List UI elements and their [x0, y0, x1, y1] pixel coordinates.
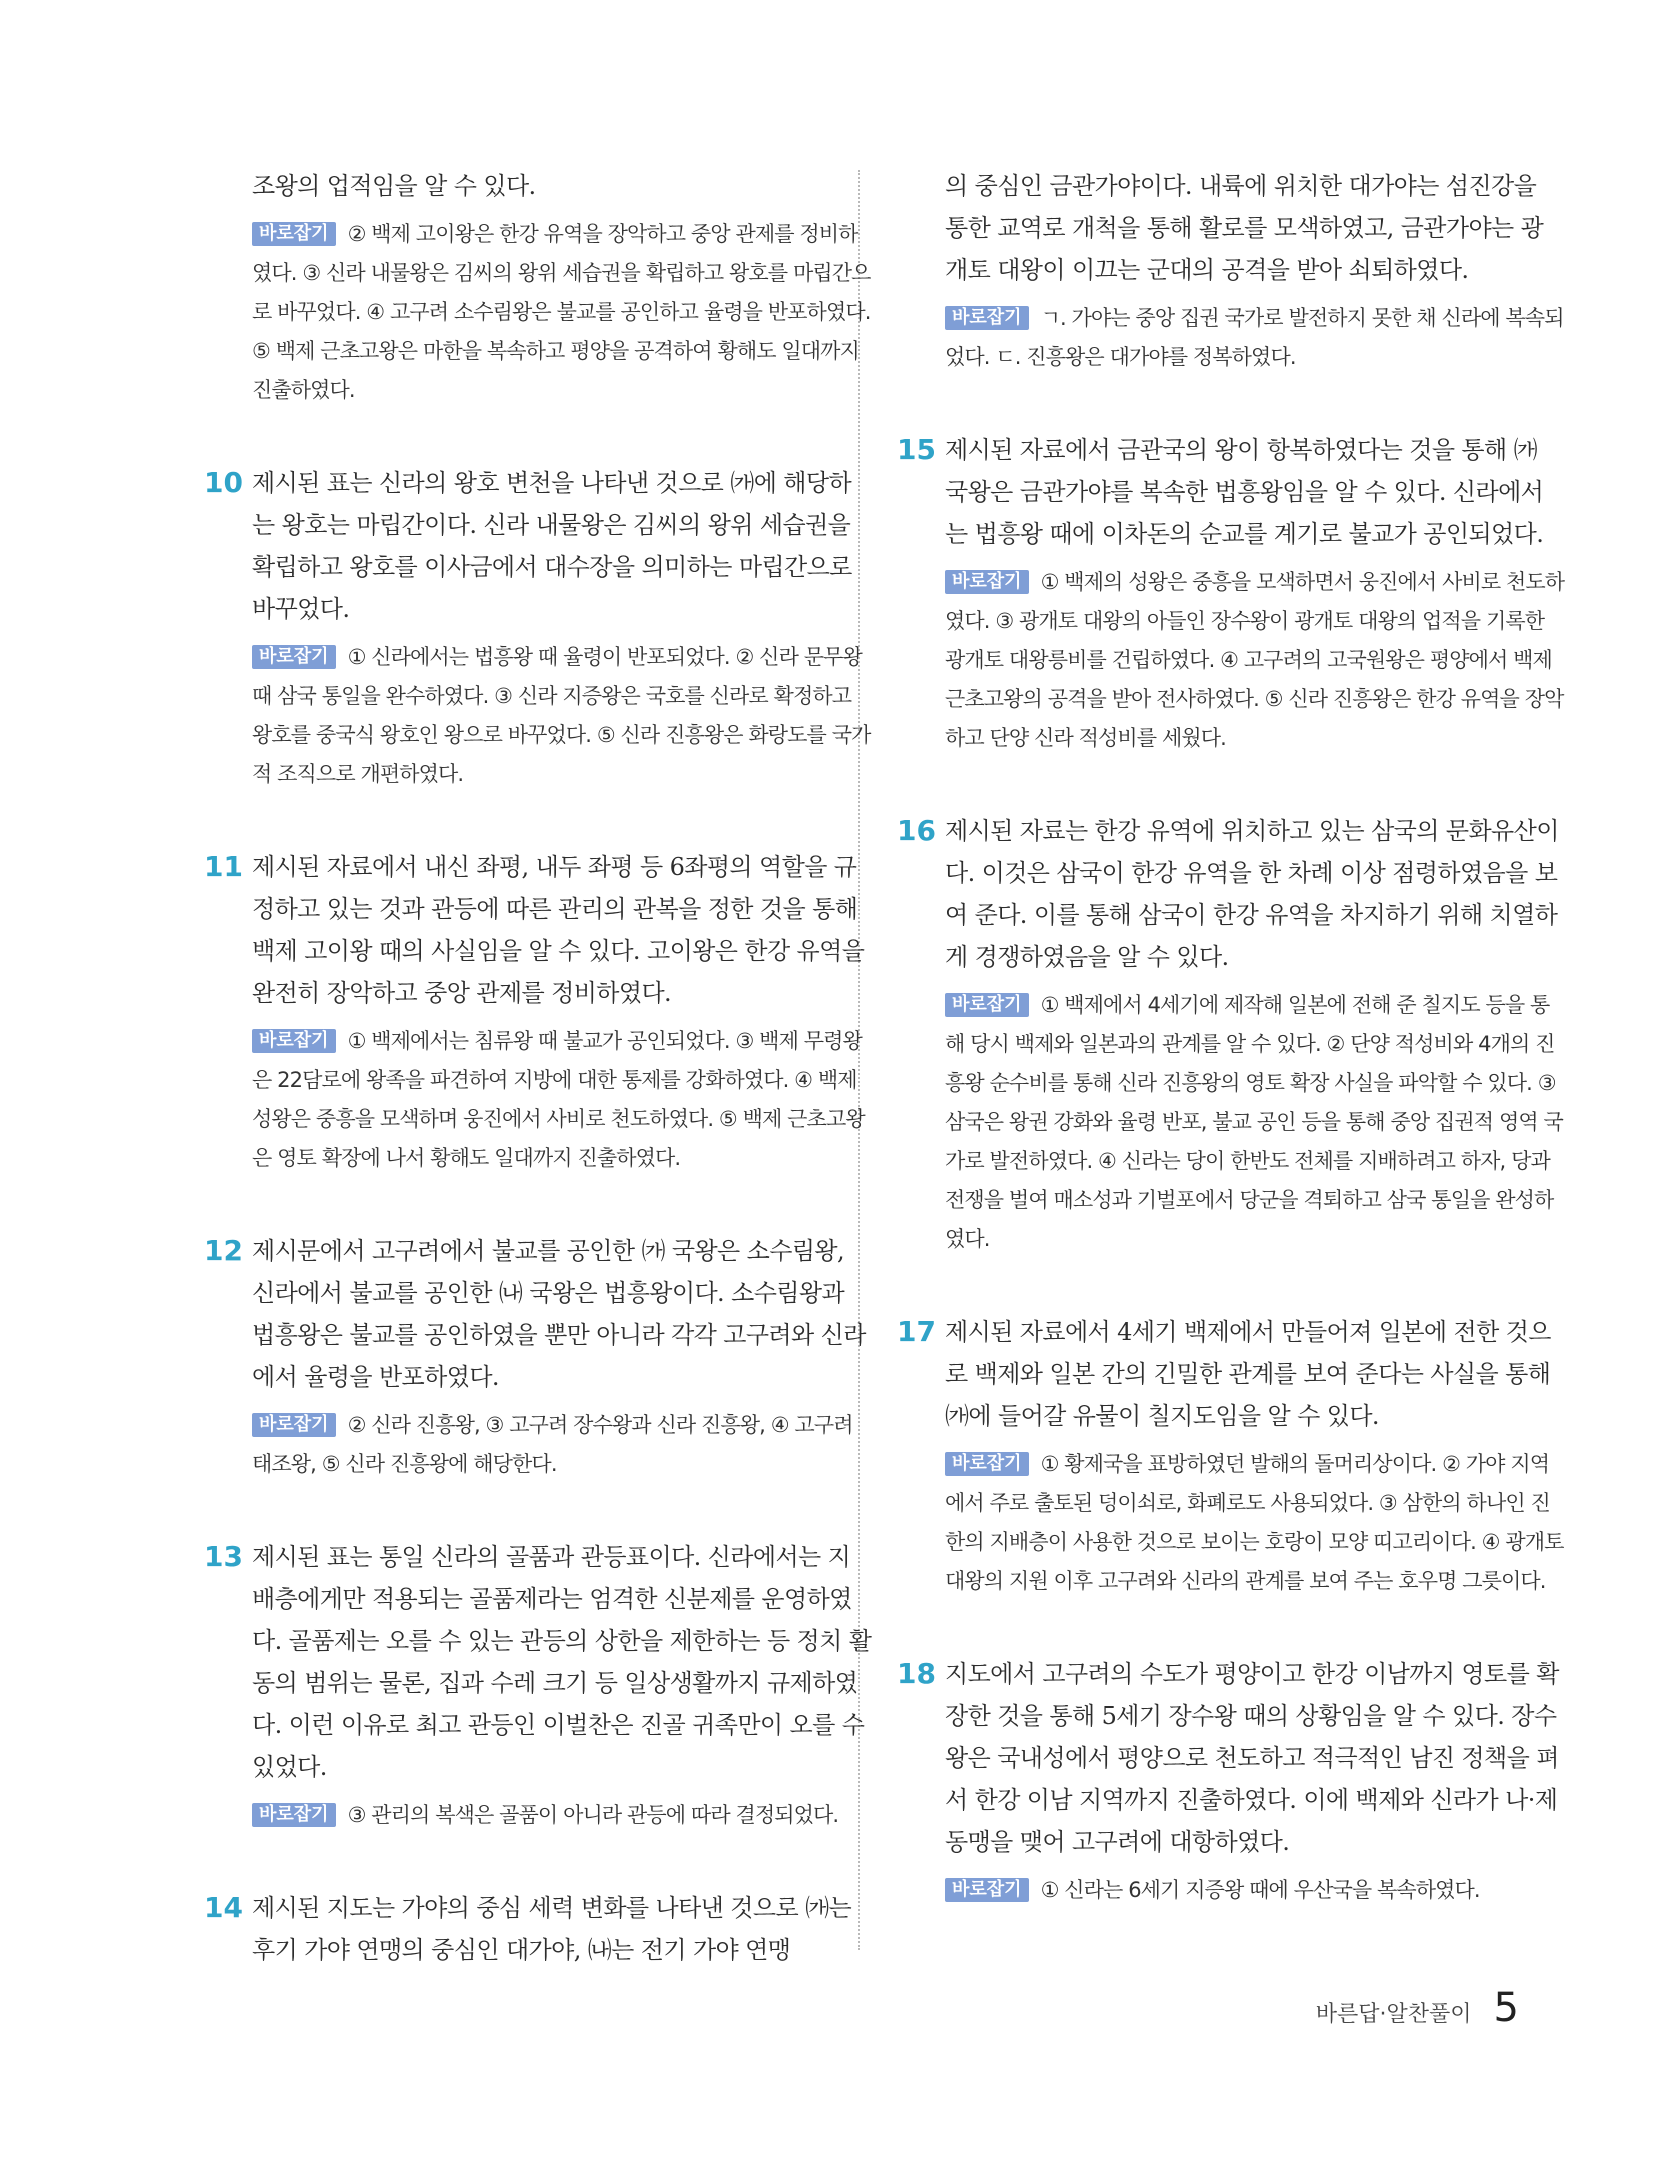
correction-text: ① 백제의 성왕은 중흥을 모색하면서 웅진에서 사비로 천도하였다. ③ 광개토 대왕의 아들인 장수왕이 광개토 대왕의 업적을 기록한 광개토 대왕릉비를 건립하였다. ④ 고구려의 고국원왕은 평양에서 백제 근초고왕의 공격을 받아 전사하였다. ⑤ 신라 진흥왕은 한강 유역을 장악하고 단양 신라 적성비를 세웠다. [945, 570, 1565, 750]
correction-tag: 바로잡기 [252, 645, 336, 669]
correction-tag: 바로잡기 [945, 993, 1029, 1017]
answer-text: 제시된 자료에서 4세기 백제에서 만들어져 일본에 전한 것으로 백제와 일본 간의 긴밀한 관계를 보여 준다는 사실을 통해 ㈎에 들어갈 유물이 칠지도임을 알 수 있다. [945, 1318, 1551, 1430]
question-number: 12 [204, 1234, 243, 1267]
question-number: 16 [897, 814, 936, 847]
correction-text: ① 신라는 6세기 지증왕 때에 우산국을 복속하였다. [1040, 1878, 1480, 1902]
question-number: 14 [204, 1891, 243, 1924]
left-column [204, 165, 872, 1971]
correction-text: ㄱ. 가야는 중앙 집권 국가로 발전하지 못한 채 신라에 복속되었다. ㄷ. 진흥왕은 대가야를 정복하였다. [945, 306, 1564, 369]
continued-answer-9 [252, 165, 872, 410]
answer-11 [204, 846, 872, 1178]
correction-block [252, 1796, 872, 1835]
correction-block [945, 986, 1565, 1259]
continued-answer-14 [945, 165, 1565, 377]
correction-text: ③ 관리의 복색은 골품이 아니라 관등에 따라 결정되었다. [347, 1803, 839, 1827]
answer-10 [204, 462, 872, 794]
answer-text: 제시된 자료에서 내신 좌평, 내두 좌평 등 6좌평의 역할을 규정하고 있는 것과 관등에 따른 관리의 관복을 정한 것을 통해 백제 고이왕 때의 사실임을 알 수 있다. 고이왕은 한강 유역을 완전히 장악하고 중앙 관제를 정비하였다. [252, 853, 865, 1007]
correction-block [945, 299, 1565, 377]
correction-text: ① 백제에서는 침류왕 때 불교가 공인되었다. ③ 백제 무령왕은 22담로에 왕족을 파견하여 지방에 대한 통제를 강화하였다. ④ 백제 성왕은 중흥을 모색하며 웅진에서 사비로 천도하였다. ⑤ 백제 근초고왕은 영토 확장에 나서 황해도 일대까지 진출하였다. [252, 1029, 865, 1170]
question-number: 10 [204, 466, 243, 499]
correction-tag: 바로잡기 [252, 222, 336, 246]
answer-text: 의 중심인 금관가야이다. 내륙에 위치한 대가야는 섬진강을 통한 교역로 개척을 통해 활로를 모색하였고, 금관가야는 광개토 대왕이 이끄는 군대의 공격을 받아 쇠퇴하였다. [945, 172, 1544, 284]
answer-text: 제시된 표는 통일 신라의 골품과 관등표이다. 신라에서는 지배층에게만 적용되는 골품제라는 엄격한 신분제를 운영하였다. 골품제는 오를 수 있는 관등의 상한을 제한하는 등 정치 활동의 범위는 물론, 집과 수레 크기 등 일상생활까지 규제하였다. 이런 이유로 최고 관등인 이벌찬은 진골 귀족만이 오를 수 있었다. [252, 1543, 872, 1781]
answer-text: 제시된 자료에서 금관국의 왕이 항복하였다는 것을 통해 ㈎ 국왕은 금관가야를 복속한 법흥왕임을 알 수 있다. 신라에서는 법흥왕 때에 이차돈의 순교를 계기로 불교가 공인되었다. [945, 436, 1544, 548]
answer-text: 지도에서 고구려의 수도가 평양이고 한강 이남까지 영토를 확장한 것을 통해 5세기 장수왕 때의 상황임을 알 수 있다. 장수왕은 국내성에서 평양으로 천도하고 적극적인 남진 정책을 펴서 한강 이남 지역까지 진출하였다. 이에 백제와 신라가 나·제 동맹을 맺어 고구려에 대항하였다. [945, 1660, 1559, 1856]
correction-text: ② 신라 진흥왕, ③ 고구려 장수왕과 신라 진흥왕, ④ 고구려 태조왕, ⑤ 신라 진흥왕에 해당한다. [252, 1413, 853, 1476]
footer-label: 바른답·알찬풀이 [1315, 2002, 1472, 2027]
correction-text: ① 황제국을 표방하였던 발해의 돌머리상이다. ② 가야 지역에서 주로 출토된 덩이쇠로, 화폐로도 사용되었다. ③ 삼한의 하나인 진한의 지배층이 사용한 것으로 보이는 호랑이 모양 띠고리이다. ④ 광개토 대왕의 지원 이후 고구려와 신라의 관계를 보여 주는 호우명 그릇이다. [945, 1452, 1564, 1593]
correction-tag: 바로잡기 [252, 1413, 336, 1437]
correction-block [252, 1406, 872, 1484]
correction-tag: 바로잡기 [945, 1878, 1029, 1902]
answer-17 [897, 1311, 1565, 1601]
question-number: 18 [897, 1657, 936, 1690]
correction-block [945, 1871, 1565, 1910]
correction-block [945, 563, 1565, 758]
question-number: 17 [897, 1315, 936, 1348]
correction-block [945, 1445, 1565, 1601]
answer-16 [897, 810, 1565, 1259]
answer-text: 제시된 표는 신라의 왕호 변천을 나타낸 것으로 ㈎에 해당하는 왕호는 마립간이다. 신라 내물왕은 김씨의 왕위 세습권을 확립하고 왕호를 이사금에서 대수장을 의미하는 마립간으로 바꾸었다. [252, 469, 852, 623]
question-number: 11 [204, 850, 243, 883]
answer-15 [897, 429, 1565, 758]
correction-tag: 바로잡기 [945, 1452, 1029, 1476]
right-column [897, 165, 1565, 1910]
correction-tag: 바로잡기 [252, 1029, 336, 1053]
correction-text: ② 백제 고이왕은 한강 유역을 장악하고 중앙 관제를 정비하였다. ③ 신라 내물왕은 김씨의 왕위 세습권을 확립하고 왕호를 마립간으로 바꾸었다. ④ 고구려 소수림왕은 불교를 공인하고 율령을 반포하였다. ⑤ 백제 근초고왕은 마한을 복속하고 평양을 공격하여 황해도 일대까지 진출하였다. [252, 222, 871, 402]
answer-13 [204, 1536, 872, 1835]
correction-tag: 바로잡기 [252, 1803, 336, 1827]
correction-block [252, 638, 872, 794]
answer-18 [897, 1653, 1565, 1910]
correction-tag: 바로잡기 [945, 570, 1029, 594]
page-number: 5 [1493, 1985, 1519, 2031]
correction-block [252, 1022, 872, 1178]
answer-text: 제시된 지도는 가야의 중심 세력 변화를 나타낸 것으로 ㈎는 후기 가야 연맹의 중심인 대가야, ㈏는 전기 가야 연맹 [252, 1894, 852, 1964]
correction-block [252, 215, 872, 410]
correction-text: ① 신라에서는 법흥왕 때 율령이 반포되었다. ② 신라 문무왕 때 삼국 통일을 완수하였다. ③ 신라 지증왕은 국호를 신라로 확정하고 왕호를 중국식 왕호인 왕으로 바꾸었다. ⑤ 신라 진흥왕은 화랑도를 국가적 조직으로 개편하였다. [252, 645, 871, 786]
answer-text: 조왕의 업적임을 알 수 있다. [252, 172, 536, 200]
answer-text: 제시된 자료는 한강 유역에 위치하고 있는 삼국의 문화유산이다. 이것은 삼국이 한강 유역을 한 차례 이상 점령하였음을 보여 준다. 이를 통해 삼국이 한강 유역을 차지하기 위해 치열하게 경쟁하였음을 알 수 있다. [945, 817, 1559, 971]
correction-text: ① 백제에서 4세기에 제작해 일본에 전해 준 칠지도 등을 통해 당시 백제와 일본과의 관계를 알 수 있다. ② 단양 적성비와 4개의 진흥왕 순수비를 통해 신라 진흥왕의 영토 확장 사실을 파악할 수 있다. ③ 삼국은 왕권 강화와 율령 반포, 불교 공인 등을 통해 중앙 집권적 영역 국가로 발전하였다. ④ 신라는 당이 한반도 전체를 지배하려고 하자, 당과 전쟁을 벌여 매소성과 기벌포에서 당군을 격퇴하고 삼국 통일을 완성하였다. [945, 993, 1563, 1251]
answer-14 [204, 1887, 872, 1971]
question-number: 13 [204, 1540, 243, 1573]
question-number: 15 [897, 433, 936, 466]
page-footer [1316, 1985, 1519, 2031]
answer-text: 제시문에서 고구려에서 불교를 공인한 ㈎ 국왕은 소수림왕, 신라에서 불교를 공인한 ㈏ 국왕은 법흥왕이다. 소수림왕과 법흥왕은 불교를 공인하였을 뿐만 아니라 각각 고구려와 신라에서 율령을 반포하였다. [252, 1237, 866, 1391]
answer-12 [204, 1230, 872, 1484]
correction-tag: 바로잡기 [945, 306, 1029, 330]
